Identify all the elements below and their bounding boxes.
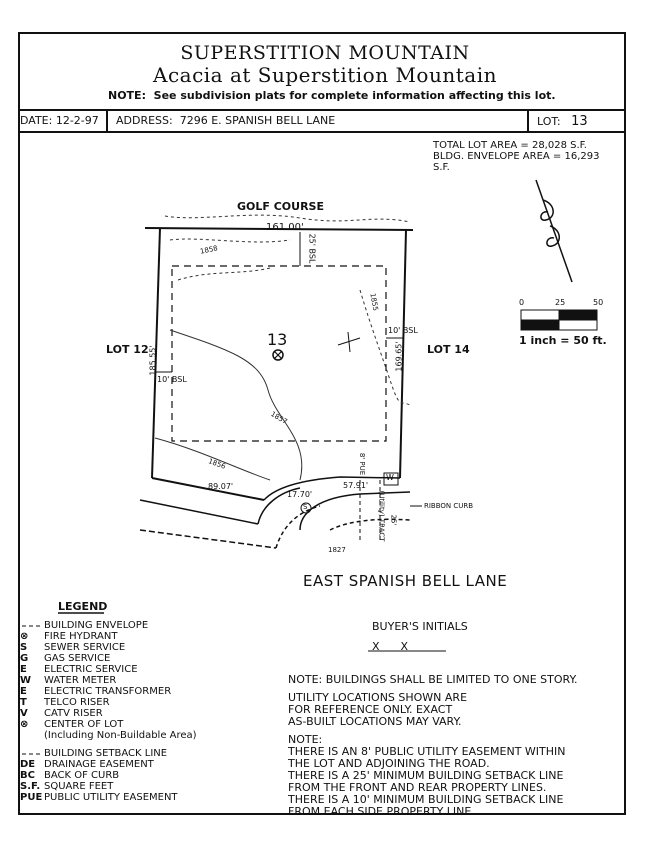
legend-desc: WATER METER — [44, 675, 117, 686]
note-line: FROM EACH SIDE PROPERTY LINE. — [288, 805, 475, 818]
dim-top: 161.00' — [266, 222, 304, 233]
scale-label: 1 inch = 50 ft. — [519, 334, 607, 347]
gas-service-icon: G — [20, 653, 29, 664]
document-subtitle: Acacia at Superstition Mountain — [153, 63, 497, 87]
water-meter-box: W — [386, 473, 394, 482]
note-utility-1: UTILITY LOCATIONS SHOWN ARE — [288, 691, 468, 704]
fire-hydrant-icon: ⊗ — [20, 631, 29, 642]
legend-item — [20, 792, 178, 804]
scale-bar — [521, 310, 597, 330]
scale-tick-0: 0 — [519, 298, 525, 307]
ribbon-curb-label: RIBBON CURB — [424, 502, 474, 510]
lot-label: LOT: — [537, 115, 561, 128]
buyers-initials-label: BUYER'S INITIALS — [372, 620, 468, 633]
bldg-envelope-unit: S.F. — [433, 162, 450, 173]
contour-1858: 1858 — [199, 244, 219, 256]
golf-course-label: GOLF COURSE — [237, 200, 324, 213]
north-arrow-icon — [536, 180, 572, 282]
electric-service-icon: E — [20, 664, 27, 675]
lot-right-label: LOT 14 — [427, 343, 470, 356]
legend-desc: ELECTRIC TRANSFORMER — [44, 686, 172, 697]
legend-desc: GAS SERVICE — [44, 653, 111, 664]
legend-desc: TELCO RISER — [44, 697, 110, 708]
dim-bottom-right: 57.91' — [343, 481, 369, 490]
legend-abbr: DE — [20, 759, 36, 770]
center-of-lot-icon: ⊗ — [20, 719, 29, 730]
header-note-text: See subdivision plats for complete information affecting this lot. — [153, 89, 556, 102]
setback-left: 10' BSL — [157, 375, 187, 384]
legend-desc: FIRE HYDRANT — [44, 631, 118, 642]
scale-tick-50: 50 — [593, 298, 604, 307]
contour-1855: 1855 — [368, 292, 380, 312]
scale-tick-25: 25 — [555, 298, 566, 307]
setback-right: 10' BSL — [388, 326, 418, 335]
notes-label: NOTE: — [288, 733, 323, 746]
note-line: THE LOT AND ADJOINING THE ROAD. — [288, 757, 490, 770]
contour-1827: 1827 — [328, 546, 346, 554]
note-utility-2: FOR REFERENCE ONLY. EXACT — [288, 703, 453, 716]
legend-desc: (Including Non-Buildable Area) — [44, 730, 197, 741]
sewer-service-marker: S — [303, 503, 308, 511]
date-label: DATE: — [20, 114, 53, 127]
note-line: THERE IS A 10' MINIMUM BUILDING SETBACK LINE — [288, 793, 564, 806]
address-value: 7296 E. SPANISH BELL LANE — [179, 114, 336, 127]
legend-desc: CENTER OF LOT — [44, 719, 124, 730]
lot-boundary — [145, 228, 413, 500]
legend-abbr: S.F. — [20, 781, 41, 792]
pue-label: 8' PUE — [358, 452, 367, 476]
note-line: THERE IS AN 8' PUBLIC UTILITY EASEMENT WITHIN — [288, 745, 566, 758]
dim-left: 185.55' — [148, 345, 158, 376]
street-name: EAST SPANISH BELL LANE — [303, 572, 508, 590]
legend-desc: PUBLIC UTILITY EASEMENT — [44, 792, 178, 803]
utility-tract-label: (Utility) TRACT — [377, 490, 386, 542]
legend-item — [20, 730, 197, 742]
lot-left-label: LOT 12 — [106, 343, 149, 356]
legend-desc: CATV RISER — [44, 708, 103, 719]
tract-width: 25' — [389, 514, 398, 526]
dim-right: 169.65' — [394, 341, 404, 372]
note-line: FROM THE FRONT AND REAR PROPERTY LINES. — [288, 781, 547, 794]
legend-desc: BACK OF CURB — [44, 770, 120, 781]
electric-transformer-icon: E — [20, 686, 27, 697]
setback-top: 25' BSL — [307, 233, 317, 264]
catv-riser-icon: V — [20, 708, 28, 719]
road-curb-lines — [140, 477, 410, 548]
date-value: 12-2-97 — [55, 114, 99, 127]
dim-bottom-mid: 17.70' — [287, 490, 313, 499]
legend-desc: BUILDING ENVELOPE — [44, 620, 149, 631]
note-line: THERE IS A 25' MINIMUM BUILDING SETBACK LINE — [288, 769, 564, 782]
legend-desc: BUILDING SETBACK LINE — [44, 748, 168, 759]
contour-1857: 1857 — [269, 410, 289, 426]
legend-title: LEGEND — [58, 600, 108, 613]
legend-abbr: BC — [20, 770, 35, 781]
bldg-envelope-area: BLDG. ENVELOPE AREA = 16,293 — [433, 151, 600, 162]
legend-desc: DRAINAGE EASEMENT — [44, 759, 154, 770]
telco-riser-icon: T — [20, 697, 27, 708]
legend-desc: SEWER SERVICE — [44, 642, 126, 653]
contour-1856: 1856 — [207, 457, 227, 471]
dim-bottom-left: 89.07' — [208, 482, 234, 491]
sewer-service-icon: S — [20, 642, 28, 653]
header-note-label: NOTE: — [108, 89, 146, 102]
note-utility-3: AS-BUILT LOCATIONS MAY VARY. — [288, 715, 462, 728]
address-label: ADDRESS: — [116, 114, 173, 127]
legend-desc: SQUARE FEET — [44, 781, 114, 792]
lot-number-label: 13 — [267, 330, 288, 349]
legend-abbr: PUE — [20, 792, 43, 803]
note-one-story: NOTE: BUILDINGS SHALL BE LIMITED TO ONE STORY. — [288, 673, 578, 686]
total-lot-area: TOTAL LOT AREA = 28,028 S.F. — [433, 140, 587, 151]
lot-value: 13 — [571, 114, 588, 129]
legend-desc: ELECTRIC SERVICE — [44, 664, 138, 675]
buyers-initials-marks: X X — [372, 640, 409, 653]
document-title: SUPERSTITION MOUNTAIN — [180, 42, 470, 64]
water-meter-icon: W — [20, 675, 32, 686]
